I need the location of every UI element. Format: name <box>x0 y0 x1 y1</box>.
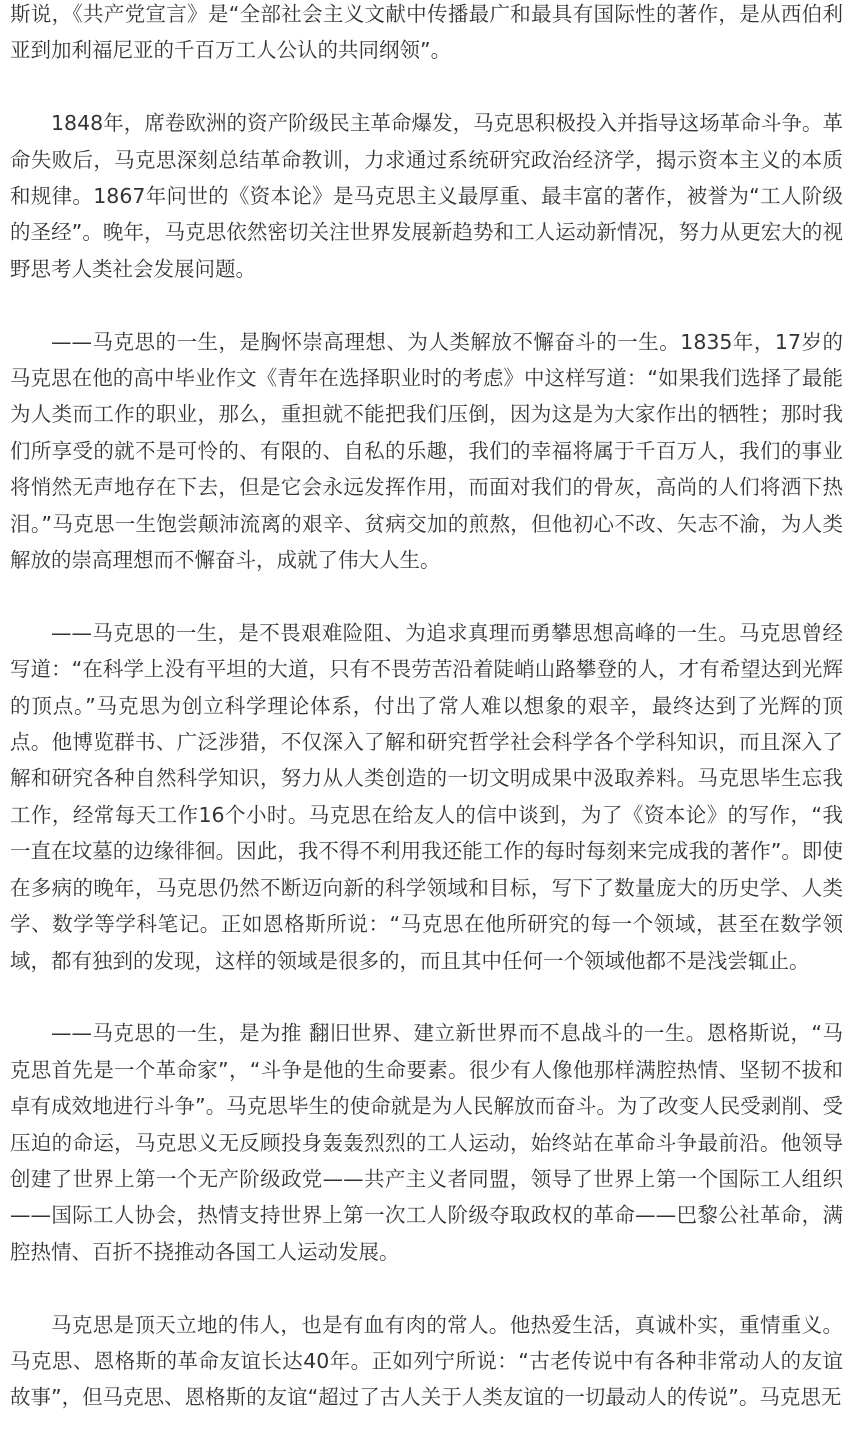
paragraph-4: ——马克思的一生，是不畏艰难险阻、为追求真理而勇攀思想高峰的一生。马克思曾经写道：“在科学上没有平坦的大道，只有不畏劳苦沿着陡峭山路攀登的人，才有希望达到光辉的顶点。”马克思为创立科学理论体系，付出了常人难以想象的艰辛，最终达到了光辉的顶点。他博览群书、广泛涉猎，不仅深入了解和研究哲学社会科学各个学科知识，而且深入了解和研究各种自然科学知识，努力从人类创造的一切文明成果中汲取养料。马克思毕生忘我工作，经常每天工作16个小时。马克思在给友人的信中谈到，为了《资本论》的写作，“我一直在坟墓的边缘徘徊。因此，我不得不利用我还能工作的每时每刻来完成我的著作”。即使在多病的晚年，马克思仍然不断迈向新的科学领域和目标，写下了数量庞大的历史学、人类学、数学等学科笔记。正如恩格斯所说：“马克思在他所研究的每一个领域，甚至在数学领域，都有独到的发现，这样的领域是很多的，而且其中任何一个领域他都不是浅尝辄止。 <box>10 620 843 973</box>
paragraph-5: ——马克思的一生，是为推 翻旧世界、建立新世界而不息战斗的一生。恩格斯说，“马克思首先是一个革命家”，“斗争是他的生命要素。很少有人像他那样满腔热情、坚韧不拔和卓有成效地进行斗争”。马克思毕生的使命就是为人民解放而奋斗。为了改变人民受剥削、受压迫的命运，马克思义无反顾投身轰轰烈烈的工人运动，始终站在革命斗争最前沿。他领导创建了世界上第一个无产阶级政党——共产主义者同盟，领导了世界上第一个国际工人组织——国际工人协会，热情支持世界上第一次工人阶级夺取政权的革命——巴黎公社革命，满腔热情、百折不挠推动各国工人运动发展。 <box>10 1021 843 1264</box>
paragraph-6: 马克思是顶天立地的伟人，也是有血有肉的常人。他热爱生活，真诚朴实，重情重义。马克思、恩格斯的革命友谊长达40年。正如列宁所说：“古老传说中有各种非常动人的友谊故事”，但马克思、恩格斯的友谊“超过了古人关于人类友谊的一切最动人的传说”。马克思无 <box>10 1312 843 1410</box>
paragraph-3: ——马克思的一生，是胸怀崇高理想、为人类解放不懈奋斗的一生。1835年，17岁的马克思在他的高中毕业作文《青年在选择职业时的考虑》中这样写道：“如果我们选择了最能为人类而工作的职业，那么，重担就不能把我们压倒，因为这是为大家作出的牺牲；那时我们所享受的就不是可怜的、有限的、自私的乐趣，我们的幸福将属于千百万人，我们的事业将悄然无声地存在下去，但是它会永远发挥作用，而面对我们的骨灰，高尚的人们将洒下热泪。”马克思一生饱尝颠沛流离的艰辛、贫病交加的煎熬，但他初心不改、矢志不渝，为人类解放的崇高理想而不懈奋斗，成就了伟大人生。 <box>10 329 843 573</box>
paragraph-1: 斯说，《共产党宣言》是“全部社会主义文献中传播最广和最具有国际性的著作，是从西伯利亚到加利福尼亚的千百万工人公认的共同纲领”。 <box>10 2 843 63</box>
paragraph-2: 1848年，席卷欧洲的资产阶级民主革命爆发，马克思积极投入并指导这场革命斗争。革命失败后，马克思深刻总结革命教训，力求通过系统研究政治经济学，揭示资本主义的本质和规律。1867年问世的《资本论》是马克思主义最厚重、最丰富的著作，被誉为“工人阶级的圣经”。晚年，马克思依然密切关注世界发展新趋势和工人运动新情况，努力从更宏大的视野思考人类社会发展问题。 <box>10 111 843 281</box>
